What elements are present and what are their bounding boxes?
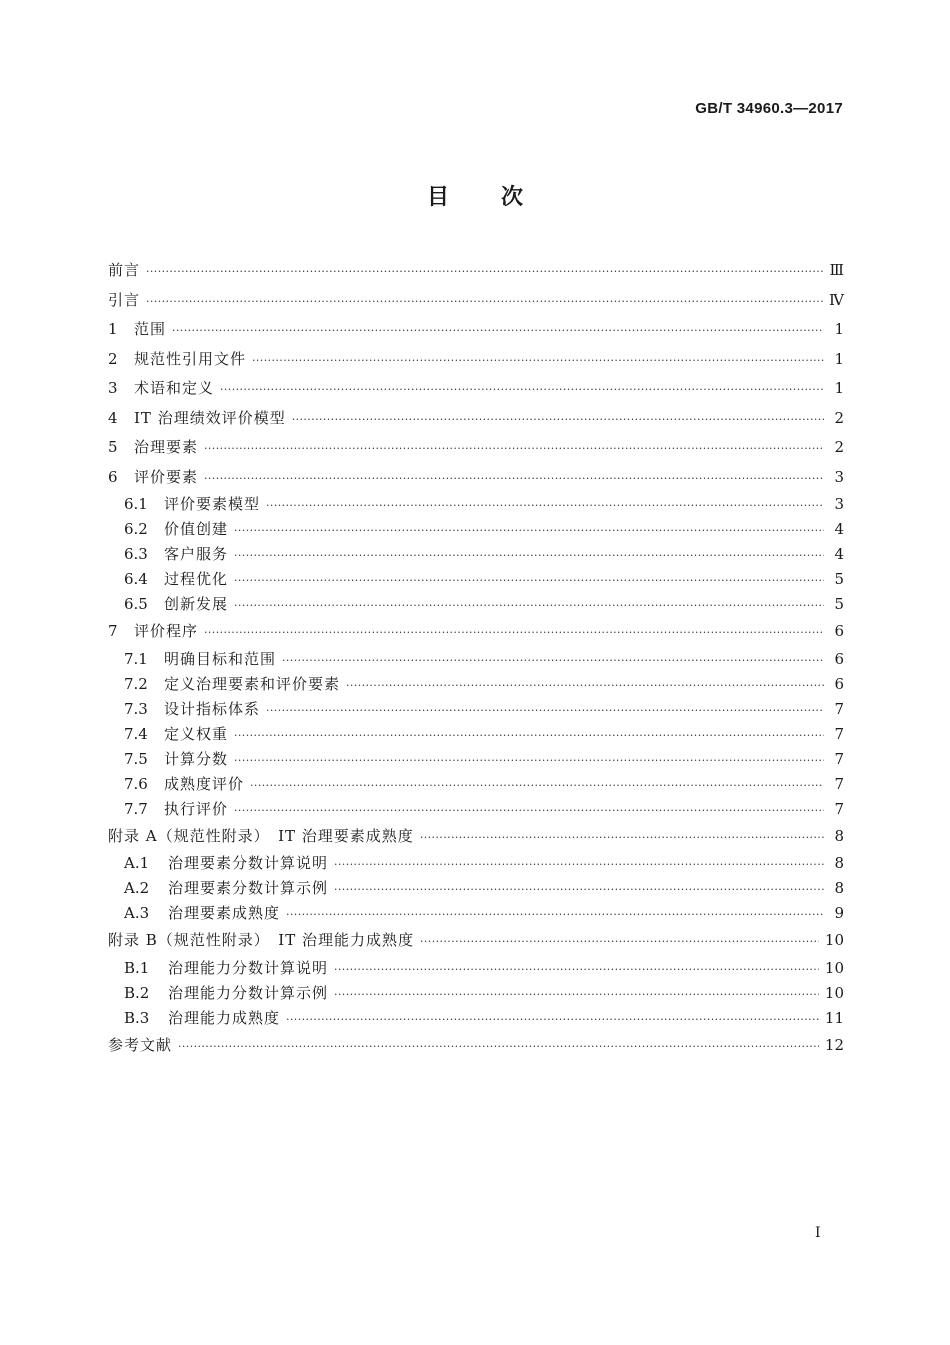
table-of-contents bbox=[108, 256, 844, 1060]
toc-entry[interactable] bbox=[108, 956, 844, 981]
toc-entry[interactable] bbox=[108, 256, 844, 286]
toc-entry-number: 4 bbox=[108, 408, 118, 427]
toc-entry-page: 1 bbox=[834, 379, 844, 397]
page-title bbox=[0, 180, 950, 211]
toc-entry-number: 5 bbox=[108, 438, 118, 456]
toc-entry-label: 评价程序 bbox=[134, 622, 199, 640]
toc-dot-leader bbox=[252, 346, 824, 376]
toc-entry-number: 7 bbox=[108, 622, 118, 640]
toc-entry-page: 3 bbox=[834, 467, 844, 486]
toc-entry-page: 9 bbox=[834, 904, 844, 922]
toc-entry-label: 范围 bbox=[134, 320, 167, 338]
toc-entry-label: 附录 A（规范性附录） IT 治理要素成熟度 bbox=[108, 826, 414, 845]
toc-entry[interactable] bbox=[108, 822, 844, 852]
toc-entry-number: B.2 bbox=[124, 983, 150, 1002]
toc-entry[interactable] bbox=[108, 374, 844, 404]
toc-entry-label: 治理能力分数计算说明 bbox=[168, 958, 329, 977]
toc-dot-leader bbox=[172, 316, 824, 346]
toc-entry-label: 前言 bbox=[108, 261, 141, 279]
toc-entry-label: 价值创建 bbox=[164, 520, 229, 538]
toc-dot-leader bbox=[234, 543, 824, 568]
toc-entry-page: 7 bbox=[834, 774, 844, 793]
toc-dot-leader bbox=[334, 877, 824, 902]
toc-entry[interactable] bbox=[108, 463, 844, 493]
toc-entry-number: 6.4 bbox=[124, 570, 148, 588]
toc-dot-leader bbox=[286, 1007, 819, 1032]
toc-entry[interactable] bbox=[108, 517, 844, 542]
toc-entry-page: 10 bbox=[824, 958, 844, 977]
toc-entry-label: 治理能力成熟度 bbox=[168, 1008, 281, 1027]
title-char-1: 目 bbox=[426, 185, 449, 210]
toc-entry-page: 10 bbox=[824, 983, 844, 1002]
toc-dot-leader bbox=[266, 493, 824, 518]
toc-entry-number: 6.2 bbox=[124, 520, 148, 538]
toc-entry[interactable] bbox=[108, 433, 844, 463]
toc-entry[interactable] bbox=[108, 315, 844, 345]
toc-entry[interactable] bbox=[108, 747, 844, 772]
toc-dot-leader bbox=[234, 568, 824, 593]
toc-entry-number: 7.4 bbox=[124, 724, 148, 743]
title-char-2: 次 bbox=[501, 185, 524, 210]
toc-entry[interactable] bbox=[108, 851, 844, 876]
toc-entry-page: 10 bbox=[824, 931, 844, 949]
toc-dot-leader bbox=[420, 927, 819, 957]
toc-entry-label: 术语和定义 bbox=[134, 379, 215, 397]
toc-dot-leader bbox=[220, 375, 824, 405]
toc-entry-page: 8 bbox=[834, 879, 844, 897]
toc-entry-label: 治理要素成熟度 bbox=[168, 904, 281, 922]
toc-entry[interactable] bbox=[108, 901, 844, 926]
toc-entry[interactable] bbox=[108, 876, 844, 901]
toc-entry[interactable] bbox=[108, 286, 844, 316]
toc-entry-page: 11 bbox=[824, 1008, 844, 1027]
toc-entry-number: B.3 bbox=[124, 1008, 150, 1027]
toc-dot-leader bbox=[334, 852, 824, 877]
toc-dot-leader bbox=[250, 773, 824, 798]
toc-dot-leader bbox=[146, 287, 823, 317]
toc-dot-leader bbox=[146, 257, 824, 287]
toc-entry-label: 过程优化 bbox=[164, 570, 229, 588]
toc-entry-label: 定义治理要素和评价要素 bbox=[164, 674, 341, 693]
toc-entry-page: 7 bbox=[834, 799, 844, 818]
toc-entry[interactable] bbox=[108, 345, 844, 375]
toc-dot-leader bbox=[234, 593, 824, 618]
toc-entry[interactable] bbox=[108, 697, 844, 722]
toc-entry-page: 4 bbox=[834, 545, 844, 563]
toc-entry-number: A.3 bbox=[124, 904, 150, 922]
toc-entry-page: 1 bbox=[834, 320, 844, 338]
toc-entry-page: 8 bbox=[834, 826, 844, 845]
toc-dot-leader bbox=[204, 434, 824, 464]
toc-entry-page: 8 bbox=[834, 854, 844, 872]
toc-entry-number: 6.3 bbox=[124, 545, 148, 563]
toc-entry-number: A.2 bbox=[124, 879, 150, 897]
toc-entry-page: 6 bbox=[834, 622, 844, 640]
toc-dot-leader bbox=[292, 405, 824, 435]
toc-entry-page: 6 bbox=[834, 674, 844, 693]
toc-entry-number: 7.6 bbox=[124, 774, 148, 793]
toc-entry[interactable] bbox=[108, 1031, 844, 1061]
toc-entry-label: 治理能力分数计算示例 bbox=[168, 983, 329, 1002]
toc-entry[interactable] bbox=[108, 797, 844, 822]
toc-entry-page: Ⅲ bbox=[829, 261, 844, 279]
toc-entry-number: A.1 bbox=[124, 854, 150, 872]
toc-entry-label: 附录 B（规范性附录） IT 治理能力成熟度 bbox=[108, 931, 414, 949]
toc-dot-leader bbox=[282, 648, 824, 673]
toc-entry-page: 2 bbox=[834, 408, 844, 427]
toc-dot-leader bbox=[334, 982, 819, 1007]
toc-entry-label: 明确目标和范围 bbox=[164, 649, 277, 668]
toc-entry-label: 创新发展 bbox=[164, 595, 229, 613]
toc-entry-number: 7.2 bbox=[124, 674, 148, 693]
toc-entry-number: 7.7 bbox=[124, 799, 148, 818]
toc-entry[interactable] bbox=[108, 404, 844, 434]
toc-entry-page: 5 bbox=[834, 595, 844, 613]
toc-dot-leader bbox=[204, 464, 824, 494]
toc-entry[interactable] bbox=[108, 1006, 844, 1031]
toc-entry[interactable] bbox=[108, 722, 844, 747]
toc-entry-page: 7 bbox=[834, 724, 844, 743]
toc-entry-number: 6.5 bbox=[124, 595, 148, 613]
toc-entry-label: 计算分数 bbox=[164, 749, 229, 768]
toc-entry-page: 1 bbox=[834, 349, 844, 368]
toc-entry[interactable] bbox=[108, 772, 844, 797]
toc-entry[interactable] bbox=[108, 672, 844, 697]
toc-dot-leader bbox=[178, 1032, 819, 1062]
toc-entry[interactable] bbox=[108, 567, 844, 592]
toc-entry-page: 7 bbox=[834, 699, 844, 718]
toc-entry-label: 治理要素 bbox=[134, 438, 199, 456]
toc-entry[interactable] bbox=[108, 492, 844, 517]
toc-entry[interactable] bbox=[108, 926, 844, 956]
toc-entry-label: 规范性引用文件 bbox=[134, 349, 247, 368]
toc-entry-page: 4 bbox=[834, 520, 844, 538]
toc-entry-page: 2 bbox=[834, 438, 844, 456]
toc-entry-page: 5 bbox=[834, 570, 844, 588]
toc-entry-label: 治理要素分数计算示例 bbox=[168, 879, 329, 897]
toc-entry[interactable] bbox=[108, 592, 844, 617]
toc-entry[interactable] bbox=[108, 542, 844, 567]
toc-entry[interactable] bbox=[108, 617, 844, 647]
toc-entry[interactable] bbox=[108, 981, 844, 1006]
toc-entry-label: 评价要素 bbox=[134, 467, 199, 486]
toc-entry-label: 设计指标体系 bbox=[164, 699, 261, 718]
toc-dot-leader bbox=[346, 673, 824, 698]
toc-entry-label: 客户服务 bbox=[164, 545, 229, 563]
toc-entry[interactable] bbox=[108, 647, 844, 672]
toc-entry-number: 7.1 bbox=[124, 649, 148, 668]
toc-entry-number: 7.3 bbox=[124, 699, 148, 718]
toc-dot-leader bbox=[420, 823, 824, 853]
toc-entry-number: B.1 bbox=[124, 958, 150, 977]
toc-entry-page: 12 bbox=[824, 1035, 844, 1054]
toc-entry-label: 参考文献 bbox=[108, 1035, 173, 1054]
toc-entry-number: 7.5 bbox=[124, 749, 148, 768]
toc-dot-leader bbox=[234, 518, 824, 543]
toc-entry-page: Ⅳ bbox=[829, 290, 844, 309]
toc-entry-label: IT 治理绩效评价模型 bbox=[134, 408, 286, 427]
toc-entry-label: 治理要素分数计算说明 bbox=[168, 854, 329, 872]
toc-entry-label: 成熟度评价 bbox=[164, 774, 245, 793]
toc-entry-label: 定义权重 bbox=[164, 724, 229, 743]
toc-dot-leader bbox=[334, 957, 819, 982]
toc-entry-page: 6 bbox=[834, 649, 844, 668]
toc-dot-leader bbox=[286, 902, 824, 927]
toc-entry-number: 3 bbox=[108, 379, 118, 397]
toc-entry-number: 2 bbox=[108, 349, 118, 368]
toc-dot-leader bbox=[234, 723, 824, 748]
toc-entry-number: 6 bbox=[108, 467, 118, 486]
page-number: I bbox=[815, 1225, 821, 1241]
toc-entry-page: 7 bbox=[834, 749, 844, 768]
toc-entry-page: 3 bbox=[834, 495, 844, 513]
toc-dot-leader bbox=[234, 748, 824, 773]
toc-entry-number: 1 bbox=[108, 320, 118, 338]
toc-entry-number: 6.1 bbox=[124, 495, 148, 513]
toc-dot-leader bbox=[266, 698, 824, 723]
toc-entry-label: 引言 bbox=[108, 290, 141, 309]
toc-dot-leader bbox=[234, 798, 824, 823]
standard-code: GB/T 34960.3—2017 bbox=[695, 100, 843, 117]
toc-entry-label: 评价要素模型 bbox=[164, 495, 261, 513]
toc-dot-leader bbox=[204, 618, 824, 648]
toc-entry-label: 执行评价 bbox=[164, 799, 229, 818]
